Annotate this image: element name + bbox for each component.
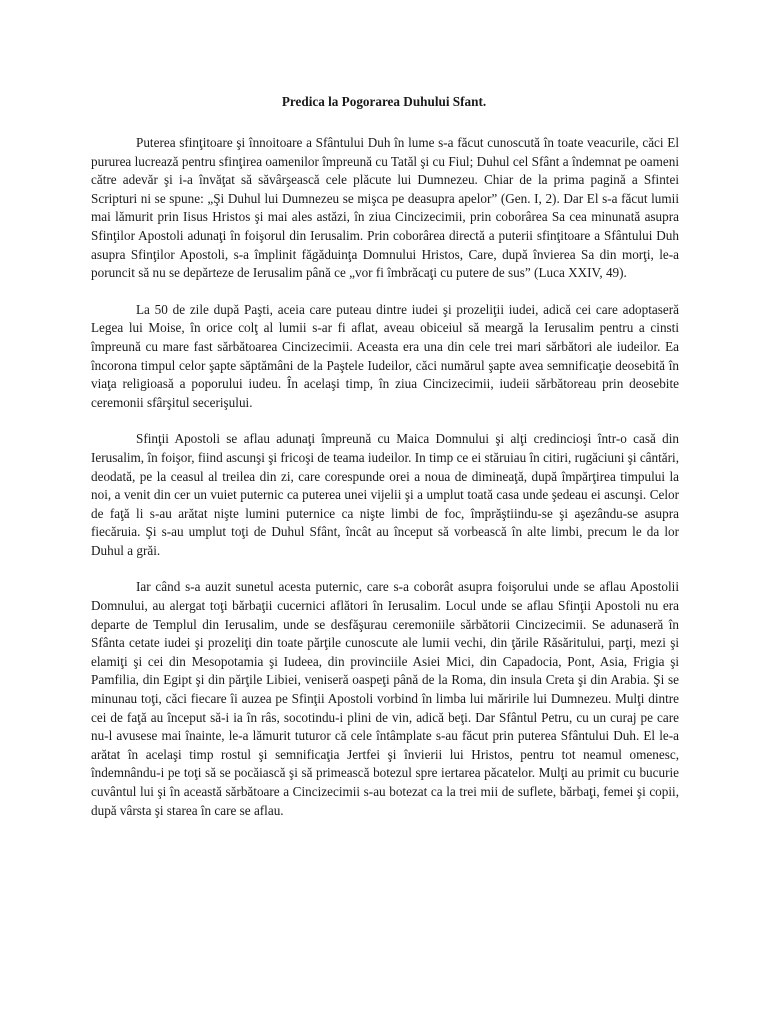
paragraph-2: La 50 de zile după Paşti, aceia care puteau dintre iudei şi prozeliţii iudei, adică cei care adoptaseră Legea lui Moise, în orice colţ al lumii s-ar fi aflat, aveau obiceiul să meargă la Ierusalim pentru a cinsti împreună cu mare fast sărbătoarea Cincizecimii. Aceasta era una din cele trei mari sărbători ale iudeilor. Ea încorona timpul celor şapte săptămâni de la Paştele Iudeilor, căci numărul şapte avea semnificaţie deosebită în viaţa religioasă a poporului iudeu. În acelaşi timp, în ziua Cincizecimii, iudeii sărbătoreau prin deosebite ceremonii sfârşitul secerişului. xyxy=(91,301,679,410)
document-body xyxy=(91,134,679,838)
paragraph-3: Sfinţii Apostoli se aflau adunaţi împreună cu Maica Domnului şi alţi credincioşi într-o casă din Ierusalim, în foişor, fiind ascunşi şi fricoşi de teama iudeilor. In timp ce ei stăruiau în citiri, rugăciuni şi cântări, deodată, pe la ceasul al treilea din zi, care corespunde orei a noua de dimineaţă, după împărţirea timpului la noi, a venit din cer un vuiet puternic ca puterea unei vijelii şi a umplut toată casa unde şedeau ei ascunşi. Celor de faţă li s-au arătat nişte lumini puternice ca nişte limbi de foc, împrăştiindu-se şi aşezându-se asupra fiecăruia. Şi s-au umplut toţi de Duhul Sfânt, încât au început să vorbească în alte limbi, precum le da lor Duhul a grăi. xyxy=(91,431,679,558)
paragraph-4: Iar când s-a auzit sunetul acesta puternic, care s-a coborât asupra foişorului unde se aflau Apostolii Domnului, au alergat toţi bărbaţii cucernici aflători în Ierusalim. Locul unde se aflau Sfinţii Apostoli nu era departe de Templul din Ierusalim, unde se desfăşurau ceremoniile sărbătorii Cincizecimii. Se adunaseră în Sfânta cetate iudei şi prozeliţi din toate părţile cunoscute ale lumii vechi, din ţările Răsăritului, parţi, mezi şi elamiţi şi cei din Mesopotamia şi Iudeea, din provinciile Asiei Mici, din Capadocia, Pont, Asia, Frigia şi Pamfilia, din Egipt şi din părţile Libiei, veniseră oaspeţi până de la Roma, din insula Creta şi din Arabia. Şi se minunau toţi, căci fiecare îi auzea pe Sfinţii Apostoli vorbind în limba lui măririle lui Dumnezeu. Mulţi dintre cei de faţă au început să-i ia în râs, socotindu-i plini de vin, adică beţi. Dar Sfântul Petru, cu un curaj pe care nu-l avusese mai înainte, le-a lămurit tuturor că cele întâmplate s-au făcut prin puterea Sfântului Duh. El le-a arătat în acelaşi timp rostul şi semnificaţia Jertfei şi învierii lui Hristos, pentru tot neamul omenesc, îndemnându-i pe toţi să se pocăiască şi să primească botezul spre iertarea păcatelor. Mulţi au primit cu bucurie cuvântul lui şi în această sărbătoare a Cincizecimii s-au botezat ca la trei mii de suflete, bărbaţi, femei şi copii, după vârsta şi starea în care se aflau. xyxy=(91,579,679,818)
document-title: Predica la Pogorarea Duhului Sfant. xyxy=(281,94,487,109)
paragraph-1: Puterea sfinţitoare şi înnoitoare a Sfântului Duh în lume s-a făcut cunoscută în toate veacurile, căci El pururea lucrează pentru sfinţirea oamenilor împreună cu Tatăl şi cu Fiul; Duhul cel Sfânt a îndemnat pe oameni către adevăr şi i-a învăţat să săvârşească cele plăcute lui Dumnezeu. Chiar de la prima pagină a Sfintei Scripturi ni se spune: „Şi Duhul lui Dumnezeu se mişca pe deasupra apelor” (Gen. I, 2). Dar El s-a făcut lumii mai lămurit prin Iisus Hristos şi mai ales astăzi, în ziua Cincizecimii, prin coborârea Sa cea minunată asupra Sfinţilor Apostoli adunaţi în foişorul din Ierusalim. Prin coborârea directă a puterii sfinţitoare a Sfântului Duh asupra Sfinţilor Apostoli, s-a împlinit făgăduinţa Domnului Hristos, Care, după învierea Sa din morţi, le-a poruncit să nu se depărteze de Ierusalim până ce „vor fi îmbrăcaţi cu putere de sus” (Luca XXIV, 49). xyxy=(91,135,679,281)
